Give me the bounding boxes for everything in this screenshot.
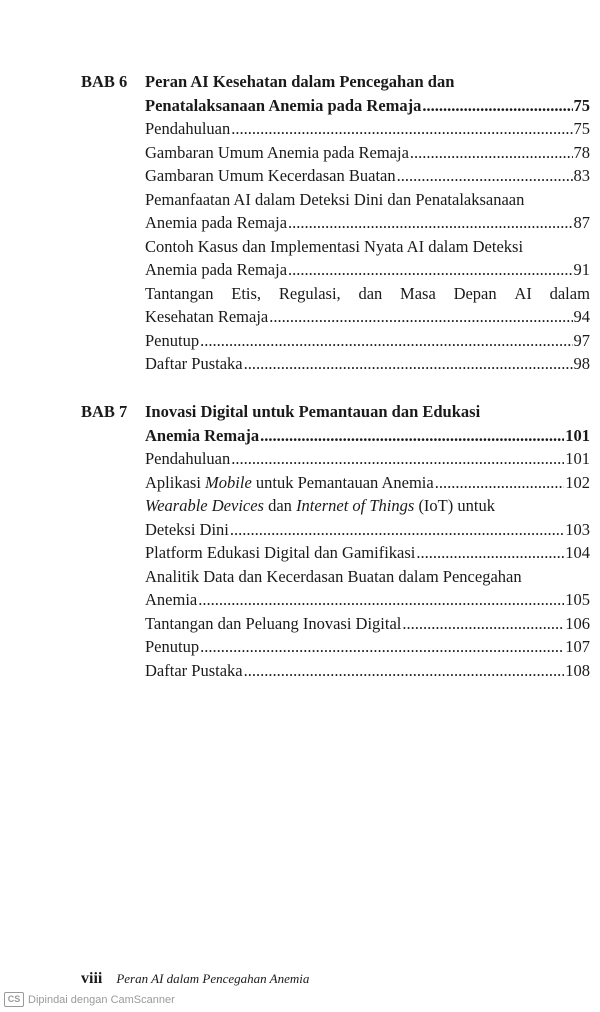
page-number: 102 xyxy=(565,472,590,492)
page-number: 78 xyxy=(573,142,590,162)
page-number: 108 xyxy=(565,660,590,680)
leader-dots xyxy=(410,141,573,165)
page-number: 101 xyxy=(565,425,590,445)
toc-entry-line1[interactable]: Contoh Kasus dan Implementasi Nyata AI dalam Deteksi xyxy=(145,236,524,256)
page-number: 104 xyxy=(565,543,590,562)
footer-page-number: viii xyxy=(81,970,103,987)
toc-entry[interactable]: Pendahuluan ..... 101 xyxy=(145,447,590,471)
leader-dots xyxy=(231,447,564,471)
leader-dots xyxy=(422,94,572,118)
chapter-title-line: Inovasi Digital untuk Pemantauan dan Edukasi xyxy=(145,402,481,421)
page-number: 101 xyxy=(565,449,590,468)
leader-dots xyxy=(231,117,572,141)
chapter-title-line: Anemia Remaja ..... 101 xyxy=(145,424,590,448)
page-number: 106 xyxy=(565,613,590,633)
toc-entries xyxy=(145,70,590,376)
leader-dots xyxy=(402,612,564,636)
scanner-watermark xyxy=(4,992,175,1007)
chapter-label: BAB 7 xyxy=(81,402,128,421)
page-number: 103 xyxy=(565,519,590,539)
leader-dots xyxy=(269,305,572,329)
page-number: 75 xyxy=(573,119,590,138)
leader-dots xyxy=(288,258,572,282)
page-footer xyxy=(81,970,309,988)
page-number: 94 xyxy=(573,307,590,326)
leader-dots xyxy=(260,424,564,448)
page-number: 87 xyxy=(573,213,590,232)
toc-entry-line1[interactable]: Wearable Devices dan Internet of Things (IoT) untuk xyxy=(145,496,495,515)
leader-dots xyxy=(230,518,564,542)
leader-dots xyxy=(288,211,572,235)
leader-dots xyxy=(416,541,564,565)
watermark-text: Dipindai dengan CamScanner xyxy=(28,993,175,1006)
page-number: 75 xyxy=(573,95,590,115)
toc-entry-line1[interactable]: Tantangan Etis, Regulasi, dan Masa Depan AI dalam xyxy=(145,283,590,303)
toc-entry[interactable]: Anemia pada Remaja ..... 87 xyxy=(145,211,590,235)
leader-dots xyxy=(200,635,564,659)
toc-entry[interactable]: Deteksi Dini ..... 103 xyxy=(145,518,590,542)
chapter-label: BAB 6 xyxy=(81,72,128,91)
page-number: 107 xyxy=(565,637,590,656)
toc-entry[interactable]: Gambaran Umum Kecerdasan Buatan ..... 83 xyxy=(145,164,590,188)
leader-dots xyxy=(435,471,565,495)
leader-dots xyxy=(200,329,572,353)
toc-entry[interactable]: Anemia ..... 105 xyxy=(145,588,590,612)
leader-dots xyxy=(244,659,565,683)
leader-dots xyxy=(244,352,573,376)
toc-entry[interactable]: Gambaran Umum Anemia pada Remaja ..... 78 xyxy=(145,141,590,165)
toc-entry-line1[interactable]: Pemanfaatan AI dalam Deteksi Dini dan Penatalaksanaan xyxy=(145,189,525,209)
toc-entry[interactable]: Penutup ..... 97 xyxy=(145,329,590,353)
toc-entry[interactable]: Tantangan dan Peluang Inovasi Digital ..... 106 xyxy=(145,612,590,636)
toc-entry[interactable]: Anemia pada Remaja ..... 91 xyxy=(145,258,590,282)
leader-dots xyxy=(198,588,564,612)
leader-dots xyxy=(397,164,573,188)
toc-entry-line1[interactable]: Analitik Data dan Kecerdasan Buatan dalam Pencegahan xyxy=(145,566,522,586)
toc-entry[interactable]: Daftar Pustaka ..... 108 xyxy=(145,659,590,683)
page-number: 97 xyxy=(573,330,590,350)
toc-entry[interactable]: Penutup ..... 107 xyxy=(145,635,590,659)
page-number: 91 xyxy=(573,260,590,279)
toc-entry[interactable]: Daftar Pustaka ..... 98 xyxy=(145,352,590,376)
chapter-title-line: Peran AI Kesehatan dalam Pencegahan dan xyxy=(145,72,455,91)
footer-book-title: Peran AI dalam Pencegahan Anemia xyxy=(116,971,310,986)
camscanner-logo-icon: CS xyxy=(4,992,24,1007)
toc-entry[interactable]: Pendahuluan ..... 75 xyxy=(145,117,590,141)
toc-entry[interactable]: Kesehatan Remaja ..... 94 xyxy=(145,305,590,329)
page-number: 98 xyxy=(573,354,590,373)
chapter-title-line: Penatalaksanaan Anemia pada Remaja ..... 75 xyxy=(145,94,590,118)
page-number: 83 xyxy=(573,166,590,185)
toc-entry[interactable]: Aplikasi Mobile untuk Pemantauan Anemia ..... 102 xyxy=(145,471,590,495)
page-number: 105 xyxy=(565,590,590,609)
toc-entries xyxy=(145,400,590,682)
toc-entry[interactable]: Platform Edukasi Digital dan Gamifikasi ..... 104 xyxy=(145,541,590,565)
